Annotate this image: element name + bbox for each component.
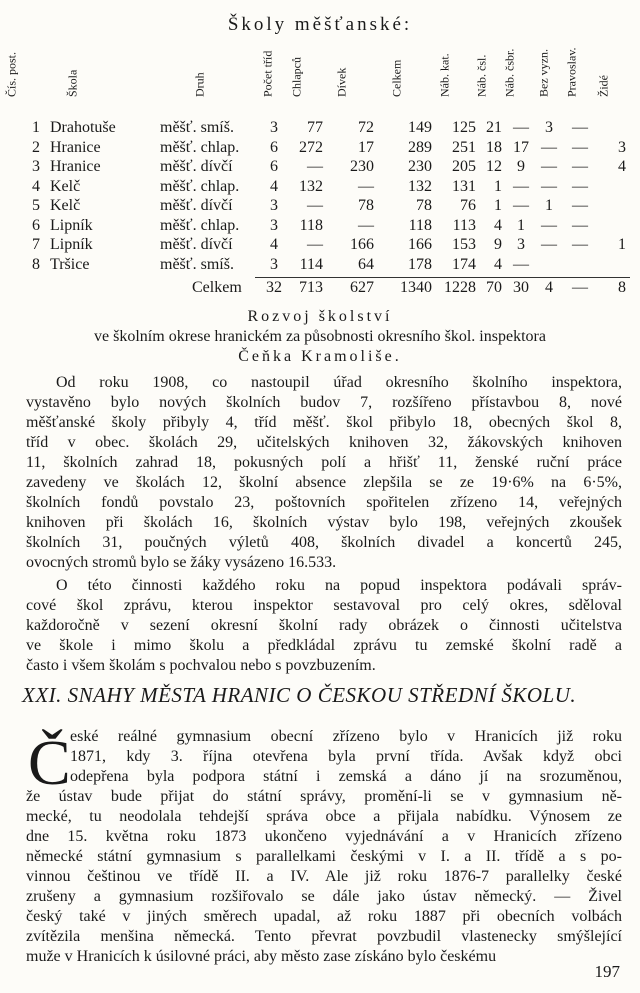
text-line: tříd v obec. školách 29, učitelských knihoven 32, žákovských knihoven	[26, 434, 622, 451]
table-cell: 3	[545, 119, 553, 136]
table-cell: 3	[270, 119, 278, 136]
text-line: český také v jiných směrech upadal, až roku 1887 při obecních volbách	[26, 908, 622, 925]
table-cell: 3	[32, 158, 40, 175]
table-row	[0, 119, 640, 139]
table-cell: 78	[358, 197, 374, 214]
text-line: knihoven při školách 16, školních výstav bylo 198, veřejných zkoušek	[26, 514, 622, 531]
table-cell: 153	[452, 236, 476, 253]
table-cell: 3	[270, 216, 278, 234]
text-line: zvítězila menšina německá. Tento převrat povzbudil vlastenecky smýšlející	[26, 928, 622, 945]
table-cell: měšť. smíš.	[160, 119, 234, 136]
text-line: měšťanské školy přibyly 4, tříd měšť. škol přibylo 18, obecných škol 8,	[26, 414, 622, 431]
table-row	[0, 256, 640, 276]
table-cell: měšť. chlap.	[160, 216, 240, 234]
table-cell: —	[541, 236, 557, 253]
table-cell: 4	[494, 255, 502, 273]
table-title: Školy měšťanské:	[227, 14, 413, 35]
table-header-cell: Škola	[65, 69, 80, 97]
table-cell: —	[358, 177, 374, 195]
table-cell: 4	[270, 177, 278, 195]
text-line: často i všem školám s pochvalou nebo s povzbuzením.	[26, 657, 376, 674]
table-cell: 3	[270, 255, 278, 273]
table-cell: 132	[299, 177, 323, 195]
table-cell: 114	[299, 255, 323, 273]
table-header-cell: Náb. kat.	[437, 53, 452, 97]
table-cell: —	[572, 216, 588, 234]
table-cell: 1	[494, 177, 502, 195]
table-cell: —	[572, 158, 588, 175]
table-row	[0, 217, 640, 237]
table-cell: 6	[270, 138, 278, 156]
section-subtitle: ve školním okrese hranickém za působnosti okresního škol. inspektora	[94, 328, 546, 345]
table-cell: 4	[494, 216, 502, 234]
text-line: mecké, tu neodolala tehdejší správa obce a přijala nabídku. Výnosem ze	[26, 808, 622, 825]
table-cell: —	[572, 177, 588, 195]
table-row	[0, 178, 640, 198]
table-cell: 78	[416, 197, 432, 214]
table-cell: 178	[408, 255, 432, 273]
table-cell: 6	[32, 216, 40, 234]
table-cell: 272	[299, 138, 323, 156]
table-cell: měšť. chlap.	[160, 138, 240, 156]
total-rule	[255, 277, 630, 278]
text-line: ovocných stromů bylo se žáky vysázeno 16.533.	[26, 554, 337, 571]
table-cell: 4	[32, 177, 40, 195]
total-cell: 70	[486, 279, 502, 296]
table-cell: Lipník	[50, 216, 93, 234]
total-cell: 1228	[444, 279, 476, 296]
table-cell: Hranice	[50, 138, 101, 156]
table-header-cell: Dívek	[334, 67, 349, 97]
table-cell: 3	[517, 236, 525, 253]
table-cell: —	[307, 236, 323, 253]
total-cell: 627	[350, 279, 374, 296]
text-line: 11, školních zahrad 18, pokusných polí a hřišť 11, ženské ruční práce	[26, 454, 622, 471]
table-cell: 17	[358, 138, 374, 156]
total-cell: 30	[513, 279, 529, 296]
table-cell: 1	[545, 197, 553, 214]
table-cell: —	[513, 177, 529, 195]
table-cell: 230	[408, 158, 432, 175]
table-cell: Hranice	[50, 158, 101, 175]
table-cell: měšť. dívčí	[160, 236, 233, 253]
table-cell: 5	[32, 197, 40, 214]
table-cell: Kelč	[50, 197, 81, 214]
paragraph-1	[26, 373, 622, 573]
table-cell: 174	[452, 255, 476, 273]
table-cell: —	[572, 236, 588, 253]
table-cell: 125	[452, 119, 476, 136]
drop-cap: Č	[28, 727, 71, 798]
table-cell: 4	[270, 236, 278, 253]
page-number: 197	[594, 962, 620, 981]
table-cell: 251	[452, 138, 476, 156]
text-line: 1871, kdy 3. října otevřena byla první třída. Avšak když obci	[70, 748, 622, 765]
section-subtitle-name: Čeňka Kramoliše.	[238, 348, 402, 365]
table-total-row	[0, 279, 640, 299]
table-cell: 131	[452, 177, 476, 195]
table-row	[0, 139, 640, 159]
table-cell: 205	[452, 158, 476, 175]
text-line: Od roku 1908, co nastoupil úřad okresního školního inspektora,	[56, 374, 622, 391]
table-cell: —	[572, 119, 588, 136]
table-cell: měšť. chlap.	[160, 177, 240, 195]
total-cell: 32	[266, 279, 282, 296]
table-cell: Lipník	[50, 236, 93, 253]
table-cell: Drahotuše	[50, 119, 116, 136]
table-cell: měšť. dívčí	[160, 197, 233, 214]
table-cell: Kelč	[50, 177, 81, 195]
table-cell: 1	[517, 216, 525, 234]
total-cell: 713	[299, 279, 323, 296]
table-cell: 1	[494, 197, 502, 214]
total-label: Celkem	[192, 279, 242, 296]
table-cell: —	[541, 177, 557, 195]
total-cell: 8	[618, 279, 626, 296]
table-cell: 9	[494, 236, 502, 253]
table-cell: 289	[408, 138, 432, 156]
text-line: vystavěno bylo nových školních budov 7, rozšířeno přístavbou 8, nové	[26, 394, 622, 411]
table-header-cell: Chlapců	[289, 57, 304, 97]
table-cell: měšť. smíš.	[160, 255, 234, 273]
total-cell: —	[572, 279, 588, 296]
table-cell: 118	[408, 216, 432, 234]
table-header-cell: Náb. čsbr.	[502, 48, 517, 97]
chapter-heading: XXI. SNAHY MĚSTA HRANIC O ČESKOU STŘEDNÍ ŠKOLU.	[22, 683, 577, 707]
table-cell: 230	[350, 158, 374, 175]
table-header-cell: Čís. post.	[4, 51, 19, 97]
text-line: cové škol zprávu, kterou inspektor sestavoval pro celý okres, sděloval	[26, 597, 622, 614]
table-cell: 149	[408, 119, 432, 136]
section-title: Rozvoj školství	[247, 308, 393, 325]
text-line: ve škole i mimo školu a předkládal zprávu tu zemské školní radě a	[26, 637, 622, 654]
text-line: že ústav bude přijat do státní správy, promění-li se v gymnasium ně-	[26, 788, 622, 805]
table-cell: 8	[32, 255, 40, 273]
table-cell: —	[513, 197, 529, 214]
table-cell: —	[513, 255, 529, 273]
paragraph-2	[26, 576, 622, 676]
table-row	[0, 158, 640, 178]
table-row	[0, 236, 640, 256]
table-cell: 77	[307, 119, 323, 136]
table-cell: 1	[618, 236, 626, 253]
total-cell: 4	[545, 279, 553, 296]
table-cell: —	[513, 119, 529, 136]
table-cell: 166	[408, 236, 432, 253]
text-line: každoročně v sezení okresní školní rady obrázek o činnosti učitelstva	[26, 617, 622, 634]
table-cell: 118	[299, 216, 323, 234]
text-line: vinnou češtinou ve třídě II. a IV. Ale již roku 1876-7 parallelky české	[26, 868, 622, 885]
table-cell: měšť. dívčí	[160, 158, 233, 175]
table-cell: 4	[618, 158, 626, 175]
table-cell: 113	[452, 216, 476, 234]
table-cell: —	[541, 158, 557, 175]
table-cell: 72	[358, 119, 374, 136]
table-header-cell: Bez vyzn.	[536, 49, 551, 97]
text-line: školních fondů povstalo 23, poštovních spořitelen zřízeno 14, veřejných	[26, 494, 622, 511]
table-cell: —	[358, 216, 374, 234]
text-line: školních 31, poučných výletů 408, školních divadel a koncertů 245,	[26, 534, 622, 551]
table-cell: 2	[32, 138, 40, 156]
table-cell: 6	[270, 158, 278, 175]
text-line: odepřena byla podpora státní i zemská a dáno jí na srozuměnou,	[70, 768, 622, 785]
text-line: muže v Hranicích k úsilovné práci, aby město zase získáno bylo českému	[26, 948, 497, 965]
table-header-cell: Pravoslav.	[564, 47, 579, 97]
table-cell: 1	[32, 119, 40, 136]
table-cell: 17	[513, 138, 529, 156]
table-cell: 132	[408, 177, 432, 195]
table-cell: —	[572, 138, 588, 156]
table-cell: 18	[486, 138, 502, 156]
table-header-cell: Počet tříd	[260, 50, 275, 97]
table-cell: 3	[270, 197, 278, 214]
table-cell: —	[307, 158, 323, 175]
text-line: O této činnosti každého roku na popud inspektora podávali správ-	[56, 577, 622, 594]
table-header-cell: Celkem	[389, 59, 404, 97]
table-cell: 76	[460, 197, 476, 214]
chapter-body	[26, 727, 622, 967]
table-cell: 3	[618, 138, 626, 156]
text-line: zrušeny a gymnasium rozšiřovalo se dále jako ústav německý. — Živel	[26, 888, 622, 905]
text-line: zavedeny ve školách 12, školní absence zlepšila se ze 19·6% na 6·5%,	[26, 474, 622, 491]
table-cell: —	[541, 138, 557, 156]
table-cell: Tršice	[50, 255, 90, 273]
table-cell: 21	[486, 119, 502, 136]
table-header-cell: Židé	[596, 75, 611, 97]
table-header-cell: Náb. čsl.	[474, 54, 489, 97]
table-cell: —	[572, 197, 588, 214]
table-cell: 166	[350, 236, 374, 253]
table-row	[0, 197, 640, 217]
table-cell: 12	[486, 158, 502, 175]
table-cell: —	[307, 197, 323, 214]
table-cell: —	[541, 216, 557, 234]
text-line: eské reálné gymnasium obecní zřízeno bylo v Hranicích již roku	[70, 728, 622, 745]
table-cell: 7	[32, 236, 40, 253]
table-cell: 64	[358, 255, 374, 273]
total-cell: 1340	[400, 279, 432, 296]
text-line: dne 15. května roku 1873 ukončeno vyjednávání a v Hranicích zřízeno	[26, 828, 622, 845]
text-line: německé státní gymnasium s parallelkami českými v I. a II. třídě a s po-	[26, 848, 622, 865]
table-header-cell: Druh	[192, 72, 207, 97]
table-cell: 9	[517, 158, 525, 175]
